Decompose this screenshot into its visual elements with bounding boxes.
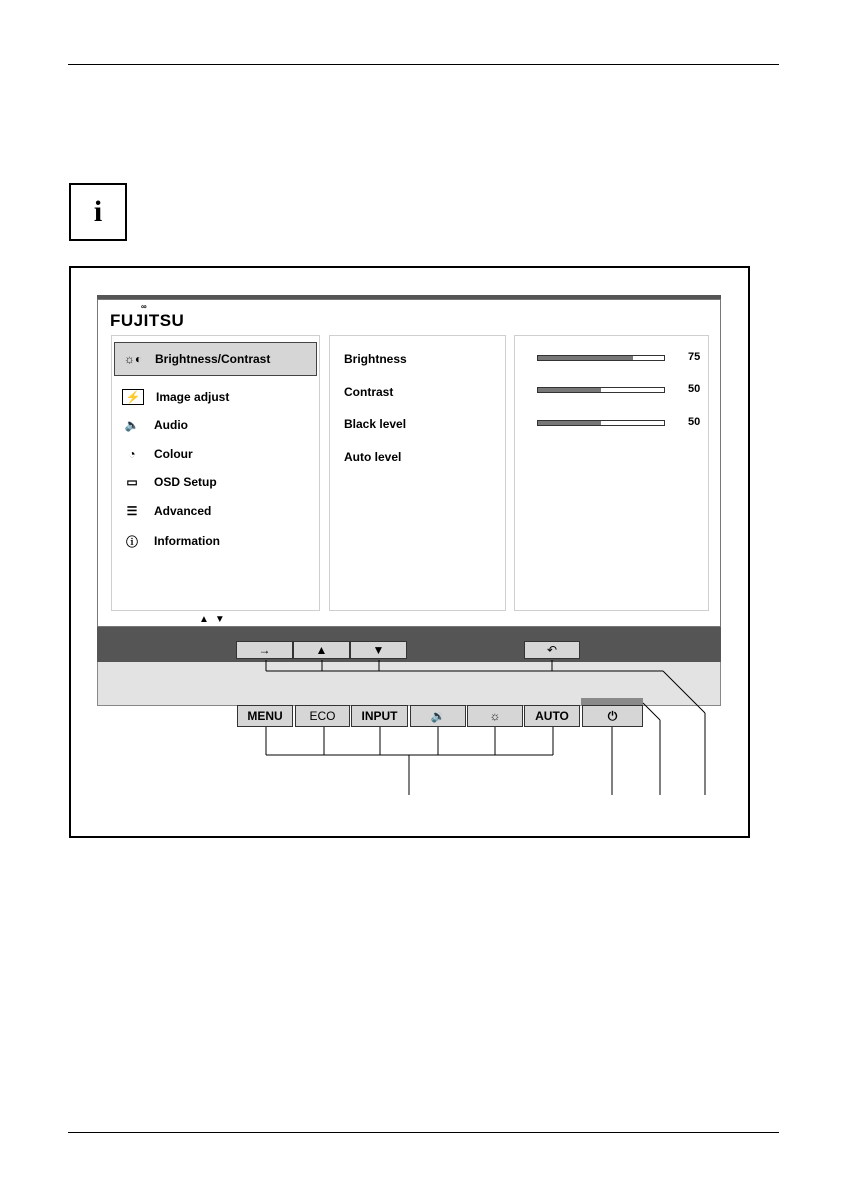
menu-item-label: Audio [154, 418, 188, 432]
menu-item-label: Colour [154, 447, 193, 461]
setting-auto-level[interactable]: Auto level [344, 450, 402, 464]
menu-item-label: Image adjust [156, 390, 230, 404]
scroll-arrows-icon: ▲▼ [199, 614, 231, 625]
black-level-value: 50 [688, 416, 701, 428]
info-icon: ⓘ [125, 534, 138, 549]
speaker-icon: 🔈 [124, 418, 140, 432]
up-button[interactable]: ▲ [293, 641, 350, 659]
palette-icon: ◔ [128, 447, 136, 461]
advanced-icon: ☰ [126, 504, 138, 518]
logo-text: FUJITSU [110, 311, 185, 330]
enter-button[interactable]: → [236, 641, 293, 659]
input-button[interactable]: INPUT [351, 705, 408, 727]
setting-black-level[interactable]: Black level [344, 417, 407, 431]
auto-button[interactable]: AUTO [524, 705, 580, 727]
setting-contrast[interactable]: Contrast [344, 385, 394, 399]
brightness-contrast-icon: ☼◐ [123, 352, 143, 366]
power-icon: ⏻ [607, 708, 618, 723]
menu-item-label: Advanced [154, 504, 212, 518]
back-button[interactable]: ↶ [524, 641, 580, 659]
menu-item-label: OSD Setup [154, 475, 217, 489]
volume-icon: 🔉 [430, 709, 446, 723]
brightness-icon: ☼ [489, 709, 501, 723]
down-button[interactable]: ▼ [350, 641, 407, 659]
logo-dots: ∞ [141, 302, 146, 311]
osd-setup-icon: ▭ [126, 475, 138, 489]
eco-button[interactable]: ECO [295, 705, 350, 727]
info-icon: i [69, 183, 127, 241]
setting-brightness[interactable]: Brightness [344, 352, 407, 366]
image-adjust-icon: ⚡ [122, 389, 144, 405]
menu-item-label: Information [154, 534, 220, 548]
menu-button[interactable]: MENU [237, 705, 293, 727]
contrast-value: 50 [688, 383, 701, 395]
brightness-value: 75 [688, 351, 701, 363]
menu-item-label: Brightness/Contrast [155, 352, 271, 366]
